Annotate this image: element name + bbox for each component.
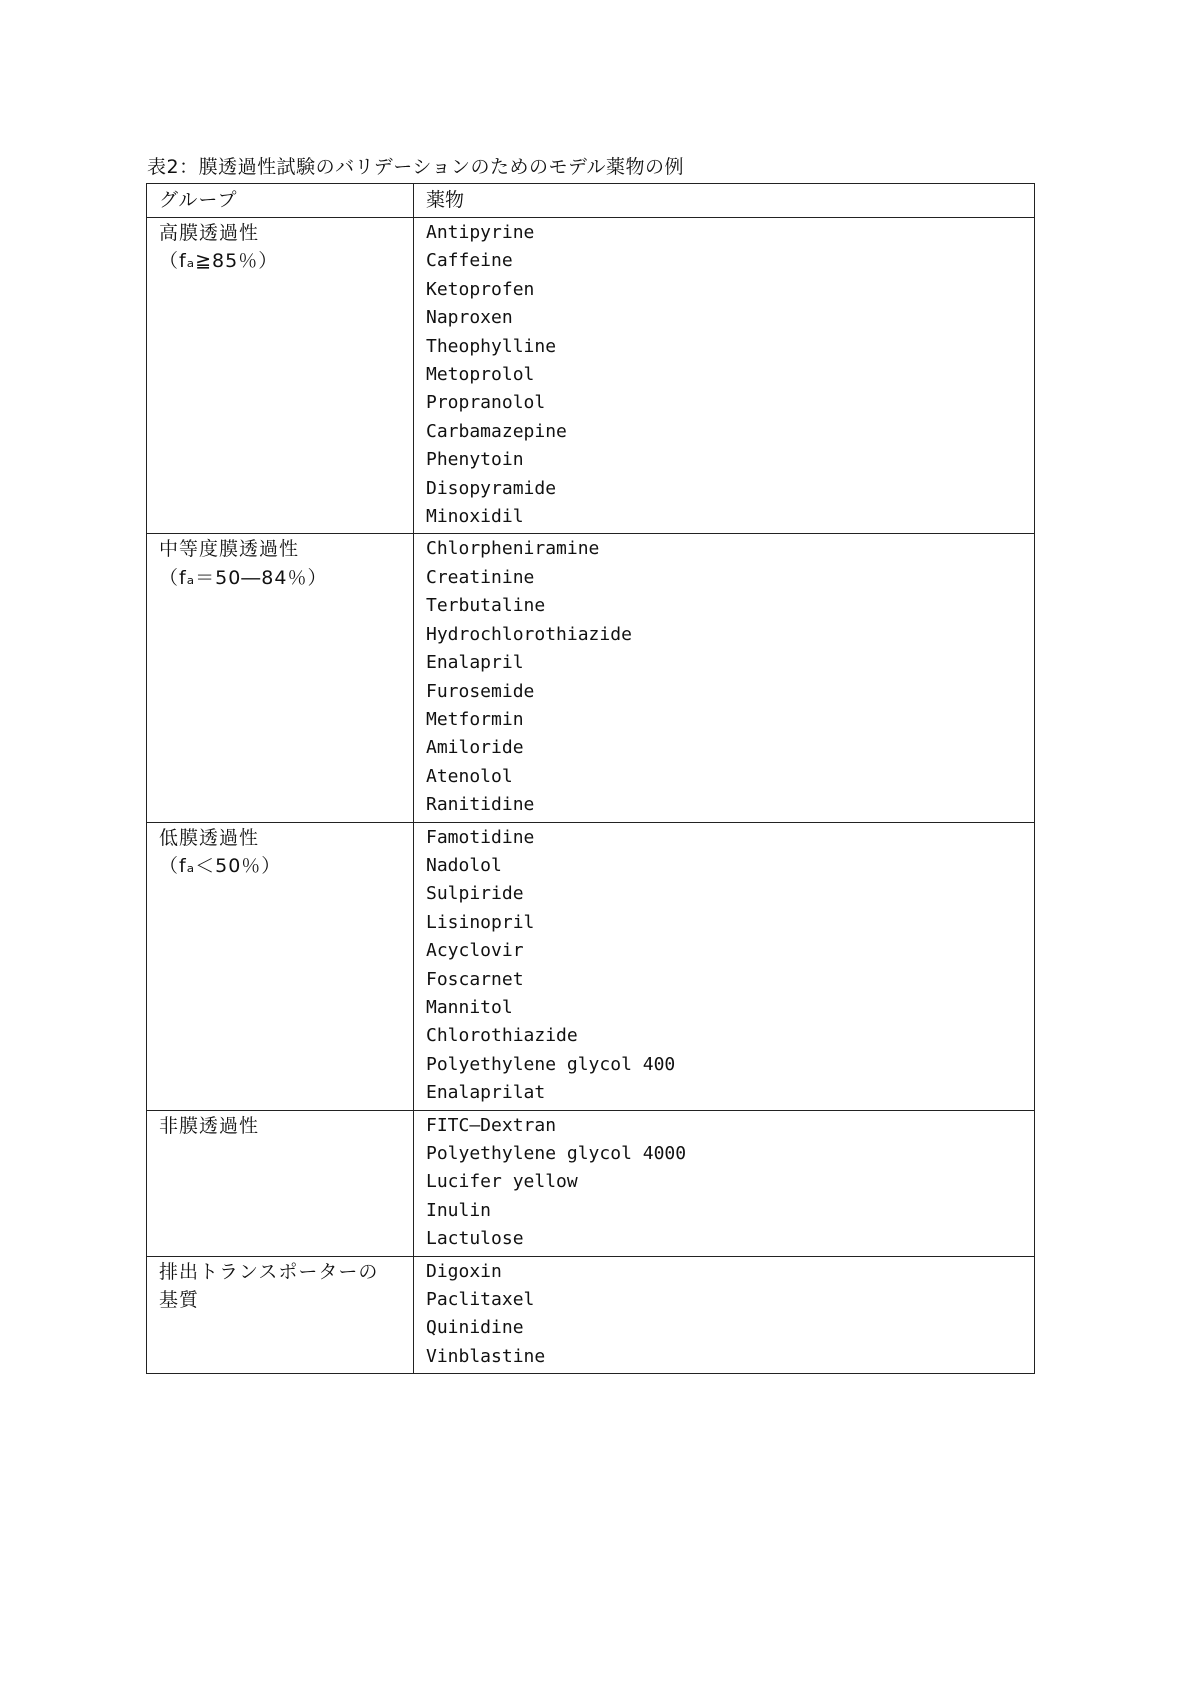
drug-name: Chlorpheniramine — [426, 538, 600, 560]
group-label: 中等度膜透過性 — [159, 538, 300, 561]
group-label: 基質 — [159, 1289, 200, 1312]
group-cell — [147, 822, 414, 1110]
drug-name: Chlorothiazide — [426, 1025, 578, 1047]
drug-name: Lisinopril — [426, 911, 535, 933]
drug-name: Amiloride — [426, 737, 524, 759]
group-cell — [147, 1110, 414, 1256]
drug-cell — [414, 534, 1035, 822]
drug-name: Mannitol — [426, 996, 513, 1018]
drug-name: Carbamazepine — [426, 420, 567, 442]
drug-cell — [414, 1110, 1035, 1256]
drug-name: Ranitidine — [426, 794, 535, 816]
table-row — [147, 822, 1035, 1110]
group-label: （fₐ＜50％） — [159, 854, 282, 877]
drug-name: Acyclovir — [426, 940, 524, 962]
table-row — [147, 534, 1035, 822]
drug-name: Enalaprilat — [426, 1082, 546, 1104]
drug-name: Paclitaxel — [426, 1289, 535, 1311]
table-row — [147, 1256, 1035, 1374]
drug-name: Furosemide — [426, 680, 535, 702]
drug-name: Famotidine — [426, 826, 535, 848]
group-cell — [147, 1256, 414, 1374]
drug-name: Inulin — [426, 1199, 492, 1221]
drug-name: Creatinine — [426, 566, 535, 588]
table-row — [147, 1110, 1035, 1256]
drug-name: Disopyramide — [426, 477, 557, 499]
header-drug: 薬物 — [414, 184, 1035, 218]
group-label: （fₐ≧85％） — [159, 250, 279, 273]
header-group: グループ — [147, 184, 414, 218]
drug-name: Polyethylene glycol 400 — [426, 1053, 676, 1075]
drug-name: Nadolol — [426, 854, 502, 876]
drug-name: Hydrochlorothiazide — [426, 623, 632, 645]
drug-name: Digoxin — [426, 1260, 502, 1282]
model-drug-table — [146, 183, 1035, 1374]
drug-name: Propranolol — [426, 392, 546, 414]
group-label: （fₐ＝50―84％） — [159, 566, 328, 589]
drug-name: Polyethylene glycol 4000 — [426, 1143, 687, 1164]
table-row — [147, 218, 1035, 534]
table-caption: 表2：膜透過性試験のバリデーションのためのモデル薬物の例 — [147, 156, 684, 178]
group-cell — [147, 534, 414, 822]
drug-name: Phenytoin — [426, 449, 524, 471]
drug-name: Metoprolol — [426, 364, 535, 386]
drug-name: Enalapril — [426, 652, 524, 674]
drug-name: Lactulose — [426, 1228, 524, 1250]
drug-cell — [414, 1256, 1035, 1374]
drug-name: Sulpiride — [426, 883, 524, 905]
drug-name: FITC―Dextran — [426, 1114, 557, 1136]
drug-name: Quinidine — [426, 1317, 524, 1339]
group-label: 高膜透過性 — [159, 222, 260, 244]
drug-name: Antipyrine — [426, 222, 535, 243]
drug-name: Lucifer yellow — [426, 1171, 578, 1193]
drug-name: Ketoprofen — [426, 278, 535, 300]
drug-name: Metformin — [426, 708, 524, 730]
group-label: 低膜透過性 — [159, 826, 260, 849]
drug-cell — [414, 822, 1035, 1110]
drug-name: Naproxen — [426, 307, 513, 329]
drug-cell — [414, 218, 1035, 534]
drug-name: Caffeine — [426, 250, 513, 272]
drug-name: Theophylline — [426, 335, 557, 357]
table-header-row — [147, 184, 1035, 218]
drug-name: Minoxidil — [426, 506, 524, 528]
drug-name: Atenolol — [426, 765, 513, 787]
drug-name: Foscarnet — [426, 968, 524, 990]
drug-name: Terbutaline — [426, 595, 546, 617]
drug-name: Vinblastine — [426, 1345, 546, 1367]
group-label: 非膜透過性 — [159, 1114, 260, 1137]
group-cell — [147, 218, 414, 534]
group-label: 排出トランスポーターの — [159, 1260, 379, 1283]
